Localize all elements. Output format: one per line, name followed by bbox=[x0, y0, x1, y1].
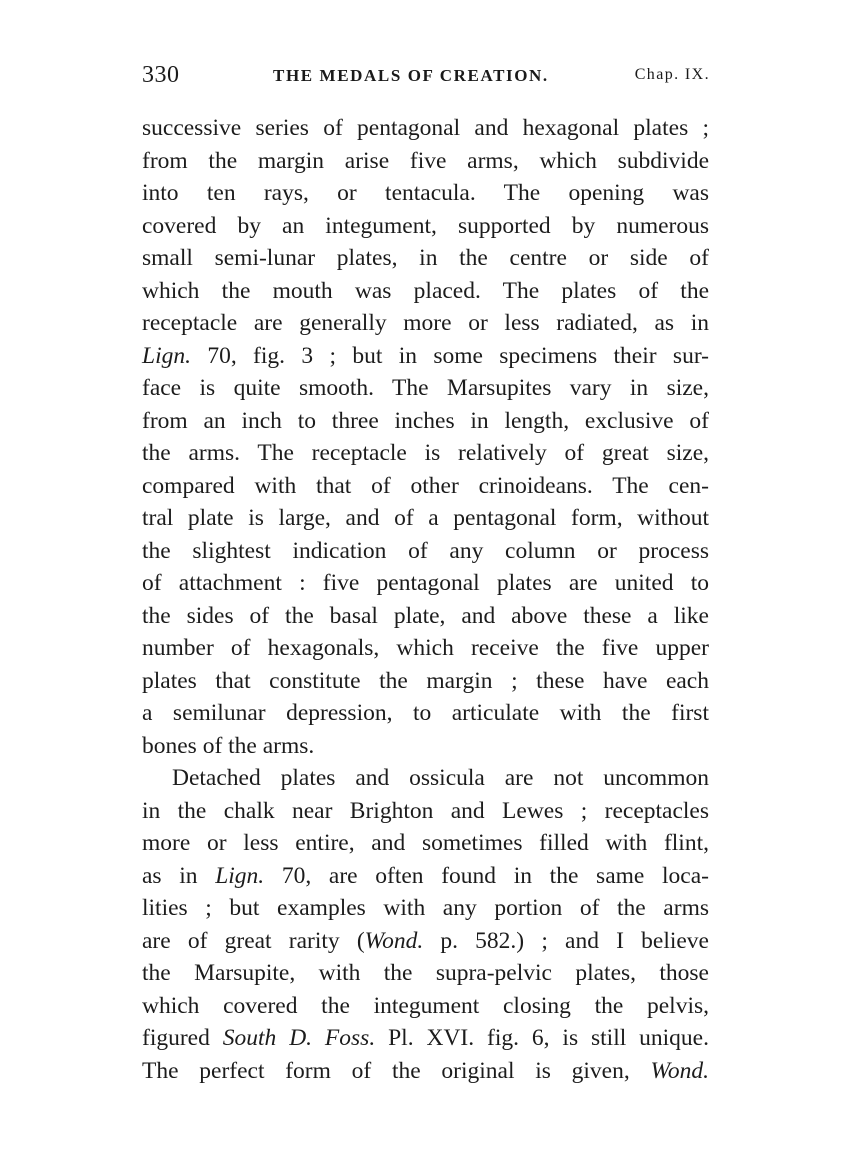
text-line bbox=[142, 145, 709, 178]
text-line bbox=[142, 502, 709, 535]
text-segment: lities ; but examples with any portion of the arms bbox=[142, 895, 709, 921]
text-segment: successive series of pentagonal and hexagonal plates ; bbox=[142, 115, 709, 141]
text-segment: bones of the arms. bbox=[142, 732, 315, 759]
text-segment: covered by an integument, supported by numerous bbox=[142, 212, 709, 239]
text-segment: are of great rarity ( bbox=[142, 927, 365, 954]
text-line bbox=[142, 437, 709, 470]
text-line bbox=[142, 795, 709, 828]
text-line bbox=[142, 470, 709, 503]
text-segment: Pl. XVI. fig. 6, is still unique. bbox=[375, 1025, 709, 1051]
text-line bbox=[142, 925, 709, 958]
text-line bbox=[142, 112, 709, 145]
text-segment: 70, are often found in the same loca- bbox=[264, 862, 709, 889]
text-line bbox=[142, 340, 709, 373]
text-segment: into ten rays, or tentacula. The opening was bbox=[142, 180, 709, 206]
text-segment: p. 582.) ; and I believe bbox=[423, 927, 709, 954]
text-segment: from an inch to three inches in length, exclusive of bbox=[142, 407, 709, 434]
text-line bbox=[142, 1022, 709, 1055]
running-head bbox=[142, 62, 710, 92]
text-segment: more or less entire, and sometimes filled with flint, bbox=[142, 830, 709, 856]
text-line bbox=[142, 372, 709, 405]
text-segment: the Marsupite, with the supra-pelvic plates, those bbox=[142, 960, 709, 986]
text-line bbox=[142, 535, 709, 568]
text-line bbox=[142, 860, 709, 893]
text-segment: The perfect form of the original is given, bbox=[142, 1057, 651, 1084]
text-line bbox=[142, 632, 709, 665]
text-segment: a semilunar depression, to articulate with the first bbox=[142, 700, 709, 726]
text-segment: which the mouth was placed. The plates of the bbox=[142, 277, 709, 304]
text-line bbox=[142, 827, 709, 860]
body-text bbox=[142, 112, 709, 1087]
text-line bbox=[142, 567, 709, 600]
text-line bbox=[142, 275, 709, 308]
chapter-label: Chap. IX. bbox=[634, 66, 710, 83]
running-title: THE MEDALS OF CREATION. bbox=[273, 66, 549, 85]
text-line bbox=[142, 600, 709, 633]
paragraph bbox=[142, 762, 709, 1087]
italic-reference: Wond. bbox=[650, 1057, 709, 1084]
text-segment: the slightest indication of any column or process bbox=[142, 537, 709, 564]
text-line bbox=[142, 697, 709, 730]
text-segment: plates that constitute the margin ; these have each bbox=[142, 667, 709, 694]
text-line bbox=[142, 210, 709, 243]
text-line bbox=[142, 405, 709, 438]
text-line bbox=[142, 1055, 709, 1088]
text-segment: 70, fig. 3 ; but in some specimens their sur- bbox=[190, 342, 709, 369]
italic-reference: Wond. bbox=[364, 927, 424, 954]
text-segment: tral plate is large, and of a pentagonal form, without bbox=[142, 505, 709, 531]
text-line bbox=[142, 892, 709, 925]
text-segment: face is quite smooth. The Marsupites vary in size, bbox=[142, 375, 709, 401]
text-segment: figured bbox=[142, 1025, 223, 1051]
text-segment: of attachment : five pentagonal plates are united to bbox=[142, 570, 709, 596]
text-segment: the sides of the basal plate, and above these a like bbox=[142, 602, 709, 629]
text-line bbox=[142, 957, 709, 990]
text-segment: as in bbox=[142, 862, 216, 889]
text-segment: Detached plates and ossicula are not uncommon bbox=[172, 765, 709, 791]
paragraph bbox=[142, 112, 709, 762]
text-segment: small semi-lunar plates, in the centre or side of bbox=[142, 245, 709, 271]
text-segment: compared with that of other crinoideans. The cen- bbox=[142, 472, 709, 499]
text-segment: number of hexagonals, which receive the five upper bbox=[142, 635, 709, 661]
italic-reference: Lign. bbox=[215, 862, 265, 889]
text-line bbox=[142, 177, 709, 210]
text-segment: receptacle are generally more or less radiated, as in bbox=[142, 310, 709, 336]
text-segment: the arms. The receptacle is relatively of great size, bbox=[142, 440, 709, 466]
text-line bbox=[142, 990, 709, 1023]
text-segment: in the chalk near Brighton and Lewes ; receptacles bbox=[142, 797, 709, 824]
page-number: 330 bbox=[142, 62, 180, 88]
text-line bbox=[142, 307, 709, 340]
text-line bbox=[142, 665, 709, 698]
text-line bbox=[142, 762, 709, 795]
text-line bbox=[142, 730, 709, 763]
italic-reference: Lign. bbox=[142, 342, 191, 369]
italic-reference: South D. Foss. bbox=[222, 1025, 376, 1051]
text-segment: from the margin arise five arms, which subdivide bbox=[142, 147, 709, 174]
text-line bbox=[142, 242, 709, 275]
text-segment: which covered the integument closing the pelvis, bbox=[142, 992, 709, 1019]
